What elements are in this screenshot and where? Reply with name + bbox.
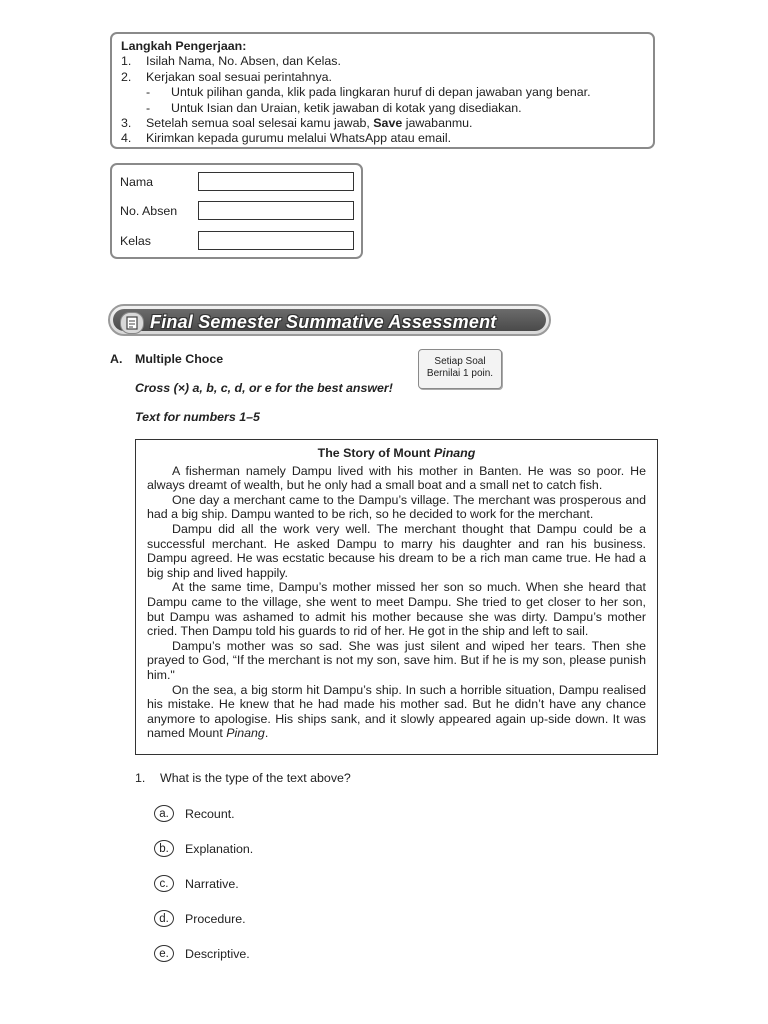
story-title: The Story of Mount Pinang (317, 446, 476, 460)
kelas-row (120, 231, 354, 250)
story-paragraph: At the same time, Dampu’s mother missed her son so much. When she heard that Dampu came to the village, she went to meet Dampu. She tried to get closer to her son, but Dampu was ashamed to admit his mother because she was dirty. Dampu’s mother cried. Then Dampu told his guards to rid of her. He got in the ship and left to sail. (147, 580, 646, 639)
text-for-label: Text for numbers 1–5 (135, 410, 260, 424)
option-a-circle[interactable]: a. (154, 805, 174, 822)
story-paragraph: Dampu did all the work very well. The merchant thought that Dampu could be a successful merchant. He asked Dampu to marry his daughter and ran his business. Dampu agreed. He was ecstatic because his dream to be a rich man came true. He had a big ship and lived happily. (147, 521, 646, 580)
story-paragraph: A fisherman namely Dampu lived with his mother in Banten. He was so poor. He always dreamt of wealth, but he only had a small boat and a small net to catch fish. (147, 463, 646, 493)
nama-label: Nama (120, 174, 154, 189)
step-3: 3. Setelah semua soal selesai kamu jawab, Save jawabanmu. (121, 116, 473, 131)
option-e[interactable]: e. Descriptive. (154, 945, 250, 962)
option-d-circle[interactable]: d. (154, 910, 174, 927)
kelas-input[interactable] (198, 231, 354, 250)
step-4: 4. Kirimkan kepada gurumu melalui WhatsApp atau email. (121, 131, 452, 146)
section-heading: A. Multiple Choce (110, 352, 224, 366)
identity-form (110, 163, 363, 259)
question-1: 1. What is the type of the text above? (135, 771, 351, 785)
title-banner (108, 304, 551, 336)
step-2-sub-2: - Untuk Isian dan Uraian, ketik jawaban di kotak yang disediakan. (146, 100, 522, 115)
absen-label: No. Absen (120, 203, 178, 218)
kelas-label: Kelas (120, 233, 151, 248)
option-c[interactable]: c. Narrative. (154, 875, 239, 892)
nama-input[interactable] (198, 172, 354, 191)
nama-row (120, 172, 354, 191)
step-1: 1. Isilah Nama, No. Absen, dan Kelas. (121, 54, 341, 69)
score-note: Setiap Soal Bernilai 1 poin. (418, 349, 502, 389)
absen-input[interactable] (198, 201, 354, 220)
story-text-box (135, 439, 658, 755)
story-paragraph: Dampu’s mother was so sad. She was just silent and wiped her tears. Then she prayed to God, “If the merchant is not my son, save him. But if he is my son, please punish him." (147, 638, 646, 682)
instructions-box (110, 32, 655, 149)
step-2: 2. Kerjakan soal sesuai perintahnya. (121, 69, 332, 84)
option-e-circle[interactable]: e. (154, 945, 174, 962)
page-title: Final Semester Summative Assessment (150, 312, 497, 332)
absen-row (120, 201, 354, 220)
section-instruction: Cross (×) a, b, c, d, or e for the best answer! (135, 381, 393, 395)
instructions-title: Langkah Pengerjaan: (121, 39, 247, 53)
story-paragraph: One day a merchant came to the Dampu’s village. The merchant was prosperous and had a big ship. Dampu wanted to be rich, so he decided to work for the merchant. (147, 492, 646, 522)
option-b[interactable]: b. Explanation. (154, 840, 253, 857)
step-2-sub-1: - Untuk pilihan ganda, klik pada lingkaran huruf di depan jawaban yang benar. (146, 85, 591, 100)
option-b-circle[interactable]: b. (154, 840, 174, 857)
document-icon (120, 312, 144, 334)
story-paragraph: On the sea, a big storm hit Dampu’s ship. In such a horrible situation, Dampu realised his mistake. He knew that he had made his mother sad. But he didn’t have any chance anymore to apologise. His ships sank, and it slowly appeared again up-side down. It was named Mount Pinang. (147, 682, 646, 741)
option-a[interactable]: a. Recount. (154, 805, 235, 822)
option-d[interactable]: d. Procedure. (154, 910, 246, 927)
option-c-circle[interactable]: c. (154, 875, 174, 892)
